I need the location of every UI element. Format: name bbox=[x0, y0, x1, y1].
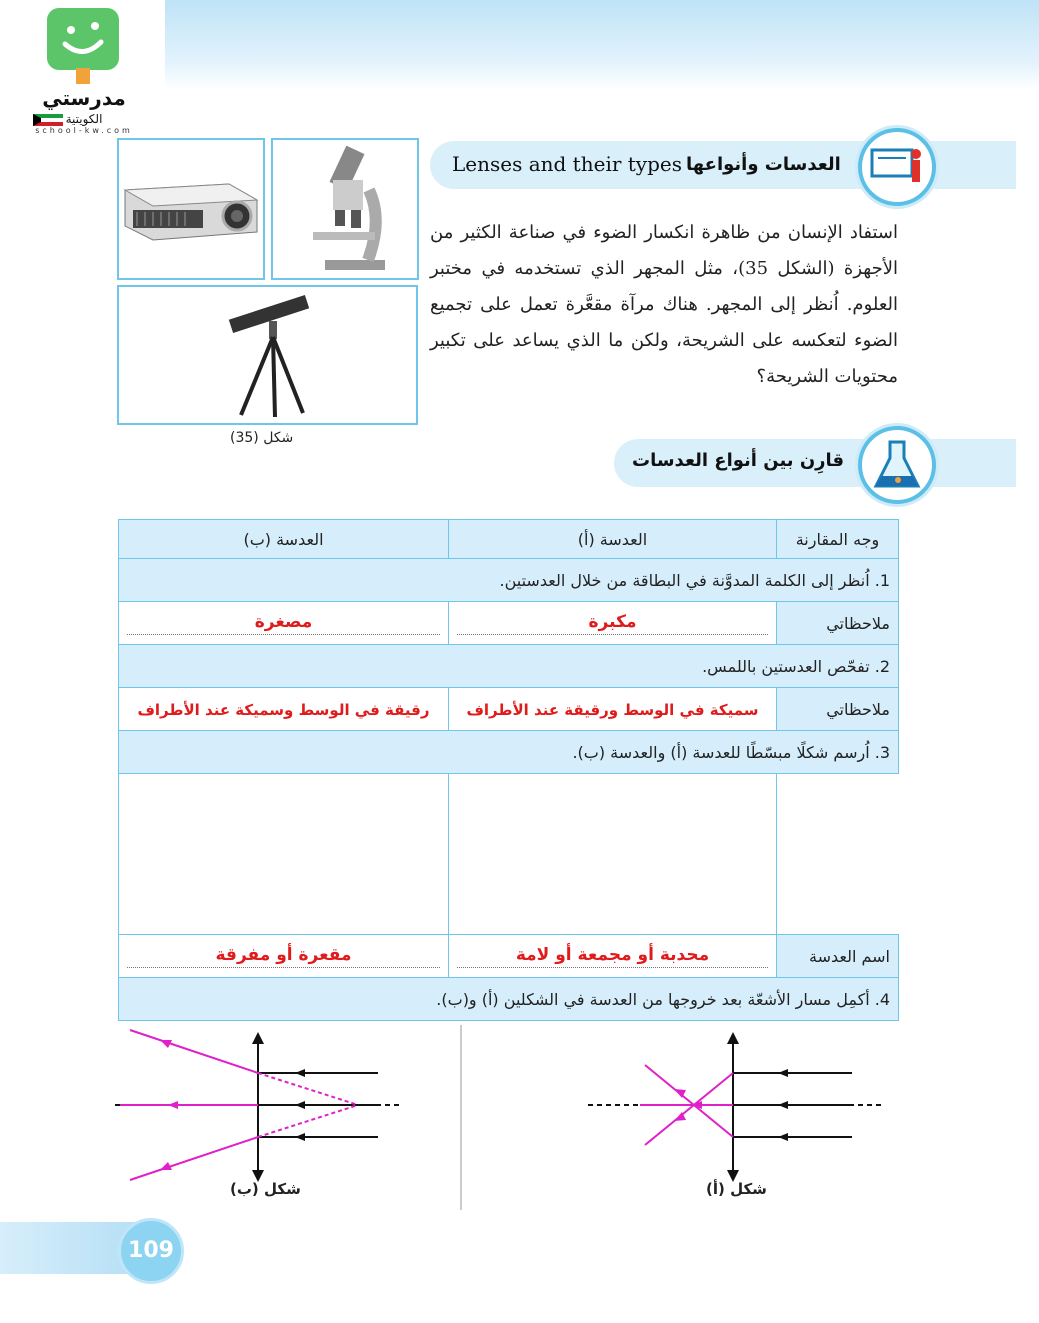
lens-name-b: مقعرة أو مفرقة bbox=[119, 935, 449, 978]
diagram-label-b: شكل (ب) bbox=[230, 1180, 301, 1198]
question-1: 1. اُنظر إلى الكلمة المدوَّنة في البطاقة من خلال العدستين. bbox=[119, 559, 899, 602]
lens-name-row bbox=[119, 935, 899, 978]
answer-1-b: مصغرة bbox=[119, 602, 449, 645]
header-lens-a: العدسة (أ) bbox=[449, 520, 777, 559]
intro-paragraph: استفاد الإنسان من ظاهرة انكسار الضوء في صناعة الكثير من الأجهزة (الشكل 35)، مثل المجهر الذي تستخدمه في مختبر العلوم. اُنظر إلى المجهر. هناك مرآة مقعَّرة تعمل على تجميع الضوء لتعكسه على الشريحة، ولكن ما الذي يساعد على تكبير محتويات الشريحة؟ bbox=[430, 222, 898, 387]
projector-icon bbox=[119, 140, 263, 278]
projector-image bbox=[117, 138, 265, 280]
drawing-area-a[interactable] bbox=[449, 774, 777, 935]
kuwait-flag-icon bbox=[33, 114, 63, 126]
logo-sub: الكويتية bbox=[65, 112, 103, 126]
question-1-row bbox=[119, 559, 899, 602]
observation-label: ملاحظاتي bbox=[777, 602, 899, 645]
section-title-ar: العدسات وأنواعها bbox=[686, 154, 841, 175]
comparison-table bbox=[118, 519, 899, 1021]
logo-url: school-kw.com bbox=[35, 126, 133, 135]
logo-icon bbox=[47, 8, 119, 70]
question-4: 4. أكمِل مسار الأشعّة بعد خروجها من العدسة في الشكلين (أ) و(ب). bbox=[119, 978, 899, 1021]
lens-name-a: محدبة أو مجمعة أو لامة bbox=[449, 935, 777, 978]
lens-name-label: اسم العدسة bbox=[777, 935, 899, 978]
observation-1-row bbox=[119, 602, 899, 645]
question-3-row bbox=[119, 731, 899, 774]
telescope-icon bbox=[119, 287, 416, 423]
answer-2-a: سميكة في الوسط ورقيقة عند الأطراف bbox=[449, 688, 777, 731]
telescope-image bbox=[117, 285, 418, 425]
diagram-b bbox=[115, 1030, 400, 1182]
figure-caption: شكل (35) bbox=[230, 430, 294, 446]
question-2: 2. تفحّص العدستين باللمس. bbox=[119, 645, 899, 688]
page-number: 109 bbox=[118, 1218, 184, 1284]
microscope-image bbox=[271, 138, 419, 280]
whiteboard-icon bbox=[858, 128, 936, 206]
question-3: 3. اُرسم شكلًا مبسّطًا للعدسة (أ) والعدسة (ب). bbox=[119, 731, 899, 774]
question-4-row bbox=[119, 978, 899, 1021]
header-aspect: وجه المقارنة bbox=[777, 520, 899, 559]
drawing-row bbox=[119, 774, 899, 935]
logo-smile-icon bbox=[47, 8, 119, 70]
observation-2-row bbox=[119, 688, 899, 731]
logo-stem bbox=[76, 68, 90, 84]
microscope-icon bbox=[273, 140, 417, 278]
answer-2-b: رقيقة في الوسط وسميكة عند الأطراف bbox=[119, 688, 449, 731]
drawing-area-b[interactable] bbox=[119, 774, 449, 935]
section-title-en: Lenses and their types bbox=[452, 152, 682, 176]
drawing-spacer bbox=[777, 774, 899, 935]
ray-diagrams bbox=[100, 1020, 900, 1210]
flask-icon bbox=[858, 426, 936, 504]
table-header-row bbox=[119, 520, 899, 559]
section-title-compare: قارِن بين أنواع العدسات bbox=[632, 450, 845, 471]
answer-1-a: مكبرة bbox=[449, 602, 777, 645]
header-lens-b: العدسة (ب) bbox=[119, 520, 449, 559]
logo-name: مدرستي bbox=[42, 86, 126, 110]
diagram-label-a: شكل (أ) bbox=[706, 1180, 767, 1198]
question-2-row bbox=[119, 645, 899, 688]
observation-label: ملاحظاتي bbox=[777, 688, 899, 731]
diagram-a bbox=[588, 1032, 885, 1182]
